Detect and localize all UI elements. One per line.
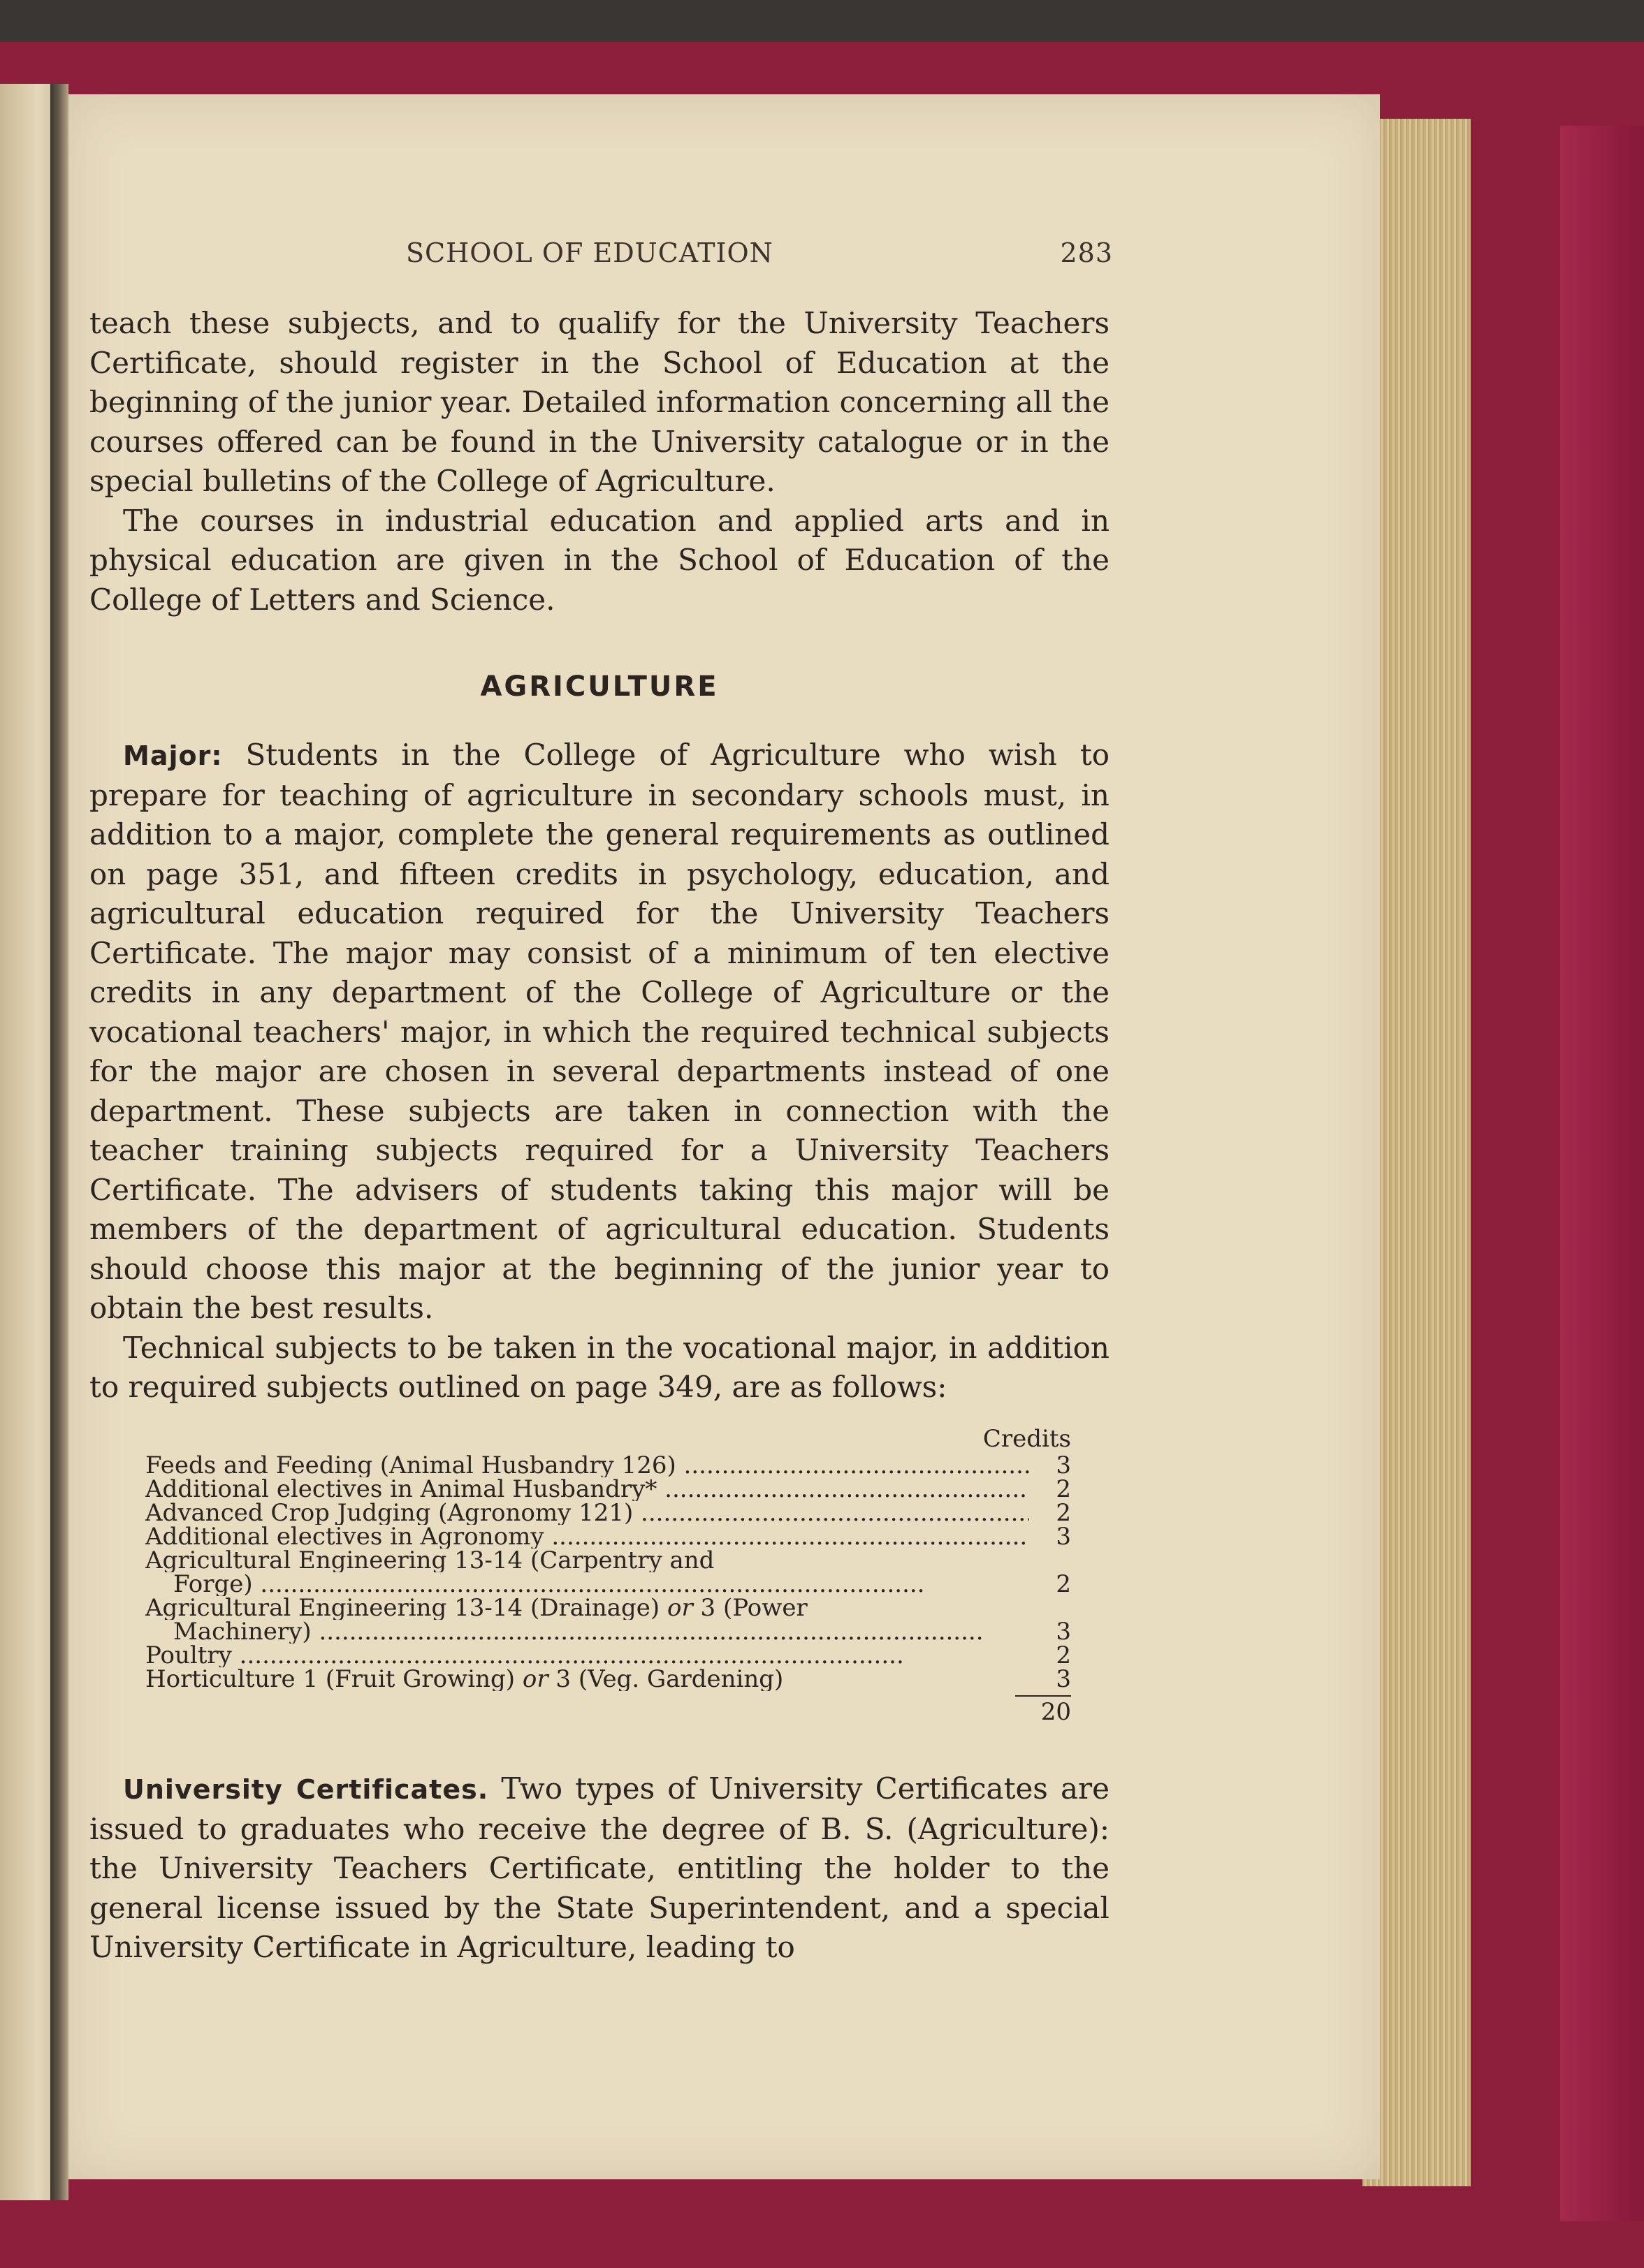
book-gutter [50,84,68,2200]
table-row [145,1596,1071,1620]
or-conjunction: or [522,1667,548,1691]
table-row-continued [145,1572,1071,1596]
running-header [89,237,1113,279]
course-name-alt: 3 (Power [692,1596,808,1620]
course-name: Feeds and Feeding (Animal Husbandry 126) [145,1454,676,1477]
table-row [145,1525,1071,1549]
course-name-continued: Machinery) [173,1620,312,1644]
major-paragraph [89,736,1110,1329]
table-row [145,1477,1071,1501]
course-credits: 3 [1056,1665,1071,1693]
course-credits: 2 [1056,1641,1071,1669]
course-name: Advanced Crop Judging (Agronomy 121) [145,1501,634,1525]
intro-text [89,304,1110,620]
credits-total: 20 [1040,1698,1071,1726]
major-section [89,736,1110,1407]
or-conjunction: or [667,1596,693,1620]
table-row [145,1451,1071,1479]
major-text: Students in the College of Agriculture who wish to prepare for teaching of agriculture in secondary schools must, in addition to a major, complete the general requirements as outlined on page 351, and fifteen credits in psychology, education, and agricultural education required for the University Teachers Certificate. The major may consist of a minimum of ten elective credits in any department of the College of Agriculture or the vocational teachers' major, in which the required technical subjects for the major are chosen in several departments instead of one department. These subjects are taken in connection with the teacher training subjects required for a University Teachers Certificate. The advisers of students taking this major will be members of the department of agricultural education. Students should choose this major at the beginning of the junior year to obtain the best results. [89,738,1110,1325]
credits-column-header: Credits [982,1425,1071,1453]
certificates-runin-heading: University Certificates. [123,1774,489,1805]
table-row [145,1667,1071,1691]
major-runin-heading: Major: [123,740,223,771]
table-row-continued [145,1620,1071,1644]
course-credits: 2 [1056,1475,1071,1503]
course-name: Additional electives in Agronomy [145,1525,544,1549]
page-number: 283 [1060,237,1113,268]
course-name: Poultry [145,1644,232,1667]
certificates-paragraph [89,1769,1110,1968]
course-name: Horticulture 1 (Fruit Growing) [145,1667,523,1691]
intro-paragraph-2: The courses in industrial education and applied arts and in physical education are given in the School of Education of the College of Letters and Science. [89,503,1110,617]
course-name: Additional electives in Animal Husbandry* [145,1477,657,1501]
course-name-alt: 3 (Veg. Gardening) [548,1667,784,1691]
table-row [145,1641,1071,1669]
technical-intro-paragraph: Technical subjects to be taken in the vocational major, in addition to required subjects outlined on page 349, are as follows: [89,1330,1110,1404]
course-name-continued: Forge) [173,1572,253,1596]
intro-paragraph-1: teach these subjects, and to qualify for the University Teachers Certificate, should register in the School of Education at the beginning of the junior year. Detailed information concerning all the courses offered can be found in the University catalogue or in the special bulletins of the College of Agriculture. [89,306,1110,498]
course-credits: 3 [1056,1618,1071,1646]
course-name: Agricultural Engineering 13-14 (Carpentry and [145,1549,715,1572]
running-header-title: SCHOOL OF EDUCATION [406,237,773,268]
course-credits: 2 [1056,1570,1071,1598]
course-credits: 2 [1056,1499,1071,1527]
certificates-text: Two types of University Certificates are issued to graduates who receive the degree of B. S. (Agriculture): the University Teachers Certificate, entitling the holder to the general license issued by the State Superintendent, and a special University Certificate in Agriculture, leading to [89,1771,1110,1964]
section-heading: AGRICULTURE [480,671,719,703]
book-cover-edge [1560,126,1644,2221]
table-row [145,1549,1071,1572]
course-name: Agricultural Engineering 13-14 (Drainage) [145,1596,667,1620]
course-credits: 3 [1056,1523,1071,1551]
course-credits: 3 [1056,1451,1071,1479]
course-credits-table [145,1427,1071,1725]
table-row [145,1501,1071,1525]
certificates-section [89,1769,1110,1968]
